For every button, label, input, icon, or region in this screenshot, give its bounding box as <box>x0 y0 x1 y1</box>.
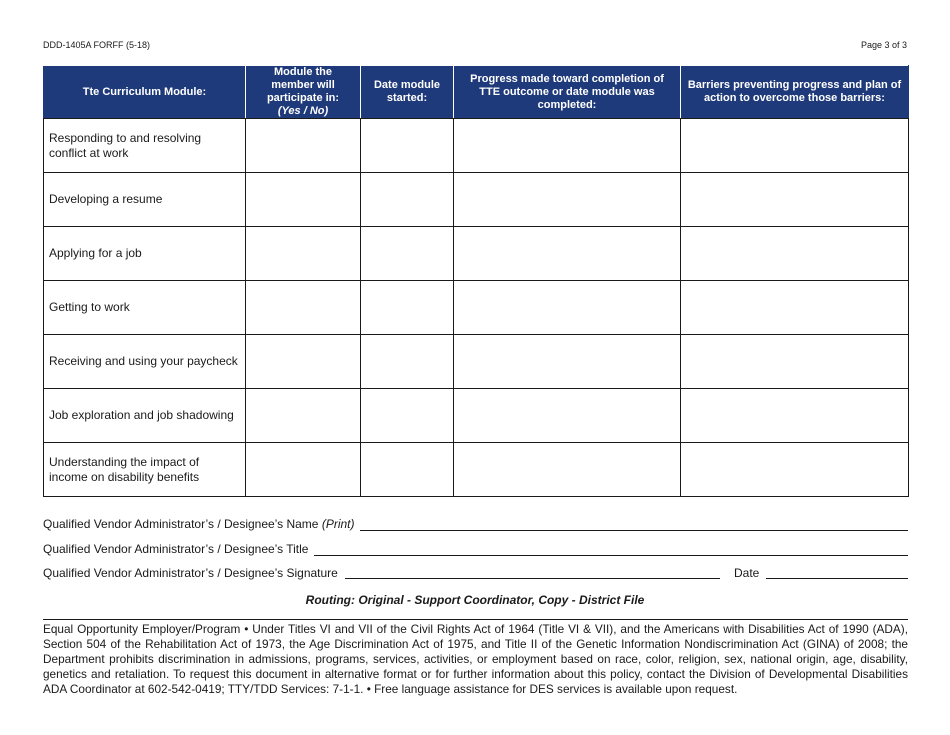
date-started-cell[interactable] <box>361 335 454 389</box>
participate-cell[interactable] <box>246 173 361 227</box>
col-header-date-started: Date module started: <box>361 66 454 119</box>
date-label: Date <box>734 566 760 580</box>
participate-cell[interactable] <box>246 119 361 173</box>
table-row <box>44 335 909 389</box>
participate-cell[interactable] <box>246 335 361 389</box>
table-row <box>44 119 909 173</box>
name-field[interactable] <box>360 530 908 531</box>
title-label: Qualified Vendor Administrator’s / Designee’s Title <box>43 542 309 556</box>
table-row <box>44 173 909 227</box>
form-id: DDD-1405A FORFF (5-18) <box>43 40 151 50</box>
col-header-module: Tte Curriculum Module: <box>44 66 246 119</box>
module-name: Understanding the impact of income on disability benefits <box>44 443 246 497</box>
module-name: Applying for a job <box>44 227 246 281</box>
date-started-cell[interactable] <box>361 389 454 443</box>
routing-note: Routing: Original - Support Coordinator, Copy - District File <box>305 593 645 607</box>
progress-cell[interactable] <box>454 227 681 281</box>
barriers-cell[interactable] <box>681 119 909 173</box>
name-label: Qualified Vendor Administrator’s / Designee’s Name <box>43 517 319 531</box>
name-print-hint: (Print) <box>321 517 355 531</box>
progress-cell[interactable] <box>454 119 681 173</box>
barriers-cell[interactable] <box>681 173 909 227</box>
module-name: Developing a resume <box>44 173 246 227</box>
col-header-barriers: Barriers preventing progress and plan of action to overcome those barriers: <box>681 66 909 119</box>
participate-cell[interactable] <box>246 389 361 443</box>
participate-cell[interactable] <box>246 227 361 281</box>
participate-cell[interactable] <box>246 281 361 335</box>
table-header-row <box>44 66 909 119</box>
progress-cell[interactable] <box>454 173 681 227</box>
col-header-participate-hint: (Yes / No) <box>277 105 329 117</box>
footer-divider <box>43 619 908 620</box>
page-number: Page 3 of 3 <box>860 40 907 50</box>
table-row <box>44 443 909 497</box>
title-line <box>43 542 308 556</box>
col-header-participate: Module the member will participate in: (Yes / No) <box>246 66 361 119</box>
module-name: Getting to work <box>44 281 246 335</box>
module-name: Receiving and using your paycheck <box>44 335 246 389</box>
signature-field[interactable] <box>345 578 720 579</box>
module-name: Job exploration and job shadowing <box>44 389 246 443</box>
table-row <box>44 227 909 281</box>
module-name: Responding to and resolving conflict at work <box>44 119 246 173</box>
barriers-cell[interactable] <box>681 227 909 281</box>
table-row <box>44 281 909 335</box>
curriculum-table <box>43 65 909 497</box>
signature-label: Qualified Vendor Administrator’s / Designee’s Signature <box>43 566 338 580</box>
date-field[interactable] <box>766 578 908 579</box>
equal-opportunity-notice: Equal Opportunity Employer/Program • Under Titles VI and VII of the Civil Rights Act of 1964 (Title VI & VII), and the Americans with Disabilities Act of 1990 (ADA), Section 504 of the Rehabilitation Act of 1973, the Age Discrimination Act of 1975, and Title II of the Genetic Information Nondiscrimination Act (GINA) of 2008; the Department prohibits discrimination in admissions, programs, services, activities, or employment based on race, color, religion, sex, national origin, age, disability, genetics and retaliation. To request this document in alternative format or for further information about this policy, contact the Division of Developmental Disabilities ADA Coordinator at 602-542-0419; TTY/TDD Services: 7-1-1. • Free language assistance for DES services is available upon request. <box>43 622 908 696</box>
title-field[interactable] <box>314 555 908 556</box>
name-line <box>43 517 355 531</box>
progress-cell[interactable] <box>454 281 681 335</box>
barriers-cell[interactable] <box>681 281 909 335</box>
progress-cell[interactable] <box>454 389 681 443</box>
date-started-cell[interactable] <box>361 443 454 497</box>
barriers-cell[interactable] <box>681 335 909 389</box>
date-started-cell[interactable] <box>361 227 454 281</box>
progress-cell[interactable] <box>454 335 681 389</box>
signature-line <box>43 566 338 580</box>
participate-cell[interactable] <box>246 443 361 497</box>
barriers-cell[interactable] <box>681 443 909 497</box>
date-started-cell[interactable] <box>361 281 454 335</box>
table-row <box>44 389 909 443</box>
barriers-cell[interactable] <box>681 389 909 443</box>
col-header-progress: Progress made toward completion of TTE outcome or date module was completed: <box>454 66 681 119</box>
date-started-cell[interactable] <box>361 119 454 173</box>
progress-cell[interactable] <box>454 443 681 497</box>
date-started-cell[interactable] <box>361 173 454 227</box>
